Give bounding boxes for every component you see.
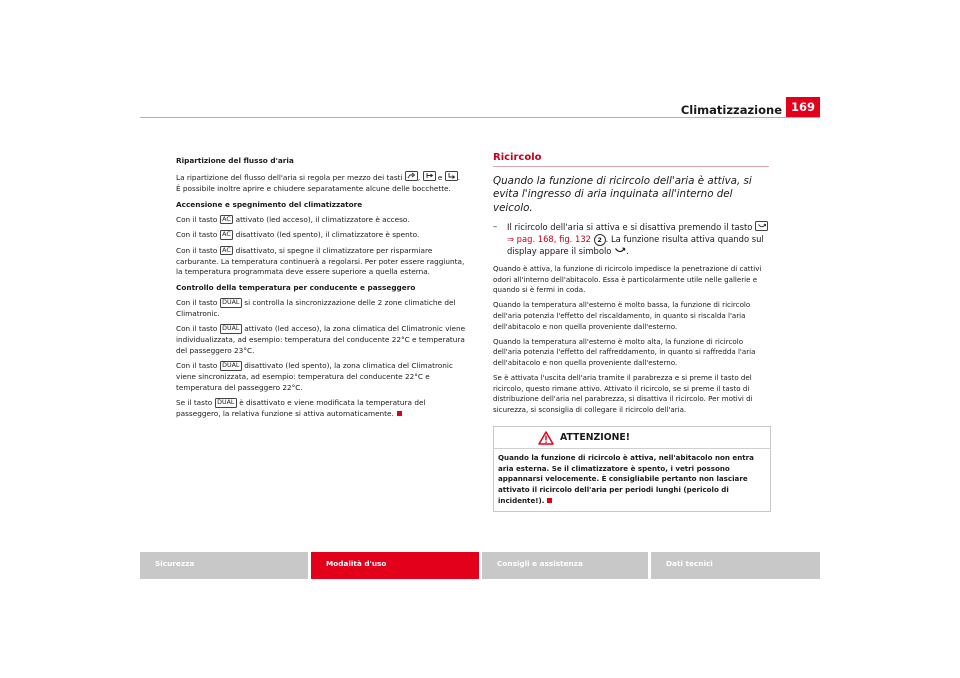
figure-callout-2: 2 bbox=[594, 234, 606, 246]
heading-on-off: Accensione e spegnimento del climatizzatore bbox=[176, 199, 363, 209]
dual-key: DUAL bbox=[220, 361, 242, 370]
paragraph-recirc-4: Se è attivata l'uscita dell'aria tramite il parabrezza e si preme il tasto del ricircolo, questo rimane attivo. Attivato il ricircolo, se si preme il tasto di distribuzione dell'aria nel parabrezza, si disattiva il ricircolo. Per motivi di sicurezza, si sconsiglia di collegare il ricircolo dell'aria. bbox=[493, 373, 753, 415]
paragraph-dual-on: Con il tasto DUAL attivato (led acceso), la zona climatica del Climatronic viene individualizzata, ad esempio: temperatura del conducente 22°C e temperatura del passeggero 23°C. bbox=[176, 324, 466, 355]
warning-header bbox=[494, 431, 770, 445]
ac-key: AC bbox=[220, 230, 234, 239]
paragraph-air-distribution: La ripartizione del flusso dell'aria si regola per mezzo dei tasti , e . È possibile inoltre aprire e chiudere separatamente alcune delle bocchette. bbox=[176, 173, 461, 194]
warning-box bbox=[493, 426, 771, 513]
warning-text: Quando la funzione di ricircolo è attiva, nell'abitacolo non entra aria esterna. Se il climatizzatore è spento, i vetri possono appannarsi velocemente. È consigliabile pertanto non lasciare attivato il ricircolo dell'aria per periodi lunghi (pericolo di incidente!). bbox=[498, 452, 754, 505]
footer-tab-dati-tecnici[interactable]: Dati tecnici bbox=[651, 552, 820, 579]
paragraph-recirc-1: Quando è attiva, la funzione di ricircolo impedisce la penetrazione di cattivi odori all'interno dell'abitacolo. Essa è particolarmente utile nelle gallerie e quando si è fermi in coda. bbox=[493, 263, 762, 295]
section-intro: Quando la funzione di ricircolo dell'aria è attiva, si evita l'ingresso di aria inquinata all'interno del veicolo. bbox=[493, 175, 752, 214]
section-divider bbox=[493, 166, 769, 167]
right-column bbox=[493, 152, 769, 512]
instruction-step: – Il ricircolo dell'aria si attiva e si disattiva premendo il tasto ⇒ pag. 168, fig. 132 2 . La funzione risulta attiva quando sul display appare il simbolo . bbox=[493, 221, 769, 257]
air-middle-icon bbox=[423, 171, 436, 181]
dual-key: DUAL bbox=[215, 398, 237, 407]
footer-tab-consigli-assistenza[interactable]: Consigli e assistenza bbox=[482, 552, 648, 579]
paragraph-dual-off: Con il tasto DUAL disattivato (led spento), la zona climatica del Climatronic viene sincronizzata, ad esempio: temperatura del conducente 22°C e temperatura del passeggero 22°C. bbox=[176, 361, 453, 392]
recirculation-key-icon bbox=[755, 221, 768, 231]
air-down-icon bbox=[445, 171, 458, 181]
dual-key: DUAL bbox=[220, 324, 242, 333]
paragraph-ac-save: Con il tasto AC disattivato, si spegne il climatizzatore per risparmiare carburante. La temperatura continuerà a regolarsi. Per poter essere raggiunta, la temperatura programmata deve essere superiore a quella esterna. bbox=[176, 245, 465, 277]
paragraph-recirc-3: Quando la temperatura all'esterno è molto alta, la funzione di ricircolo dell'aria potenzia l'effetto del raffreddamento, in quanto si raffredda l'aria dell'abitacolo e non quella proveniente dall'esterno. bbox=[493, 336, 756, 368]
ac-key: AC bbox=[220, 215, 234, 224]
air-up-icon bbox=[405, 171, 418, 181]
page-header-title: Climatizzazione bbox=[680, 103, 782, 117]
recirculation-icon bbox=[614, 246, 626, 254]
paragraph-ac-on: Con il tasto AC attivato (led acceso), il climatizzatore è acceso. bbox=[176, 214, 410, 224]
page-number: 169 bbox=[786, 97, 820, 117]
left-column bbox=[176, 156, 468, 424]
paragraph-ac-off: Con il tasto AC disattivato (led spento), il climatizzatore è spento. bbox=[176, 230, 420, 240]
page-reference-link[interactable]: ⇒ pag. 168, fig. 132 bbox=[507, 233, 591, 244]
paragraph-dual-sync: Con il tasto DUAL si controlla la sincronizzazione delle 2 zone climatiche del Climatronic. bbox=[176, 298, 456, 318]
warning-divider bbox=[494, 448, 770, 449]
heading-air-distribution: Ripartizione del flusso d'aria bbox=[176, 156, 294, 165]
heading-temperature-control: Controllo della temperatura per conducente e passeggero bbox=[176, 282, 416, 292]
dual-key: DUAL bbox=[220, 298, 242, 307]
section-title: Ricircolo bbox=[493, 152, 542, 163]
warning-title: ATTENZIONE! bbox=[560, 432, 630, 444]
footer-tab-modalita-uso[interactable]: Modalità d'uso bbox=[311, 552, 479, 579]
ac-key: AC bbox=[220, 246, 234, 255]
paragraph-recirc-2: Quando la temperatura all'esterno è molto bassa, la funzione di ricircolo dell'aria potenzia l'effetto del riscaldamento, in quanto si riscalda l'aria dell'abitacolo e non quella proveniente dall'esterno. bbox=[493, 300, 751, 331]
header-divider bbox=[140, 117, 820, 118]
end-of-section-mark bbox=[397, 411, 402, 416]
end-of-section-mark bbox=[547, 498, 552, 503]
footer-tab-sicurezza[interactable]: Sicurezza bbox=[140, 552, 308, 579]
paragraph-dual-auto: Se il tasto DUAL è disattivato e viene modificata la temperatura del passeggero, la relativa funzione si attiva automaticamente. bbox=[176, 398, 426, 419]
warning-triangle-icon bbox=[538, 431, 554, 445]
